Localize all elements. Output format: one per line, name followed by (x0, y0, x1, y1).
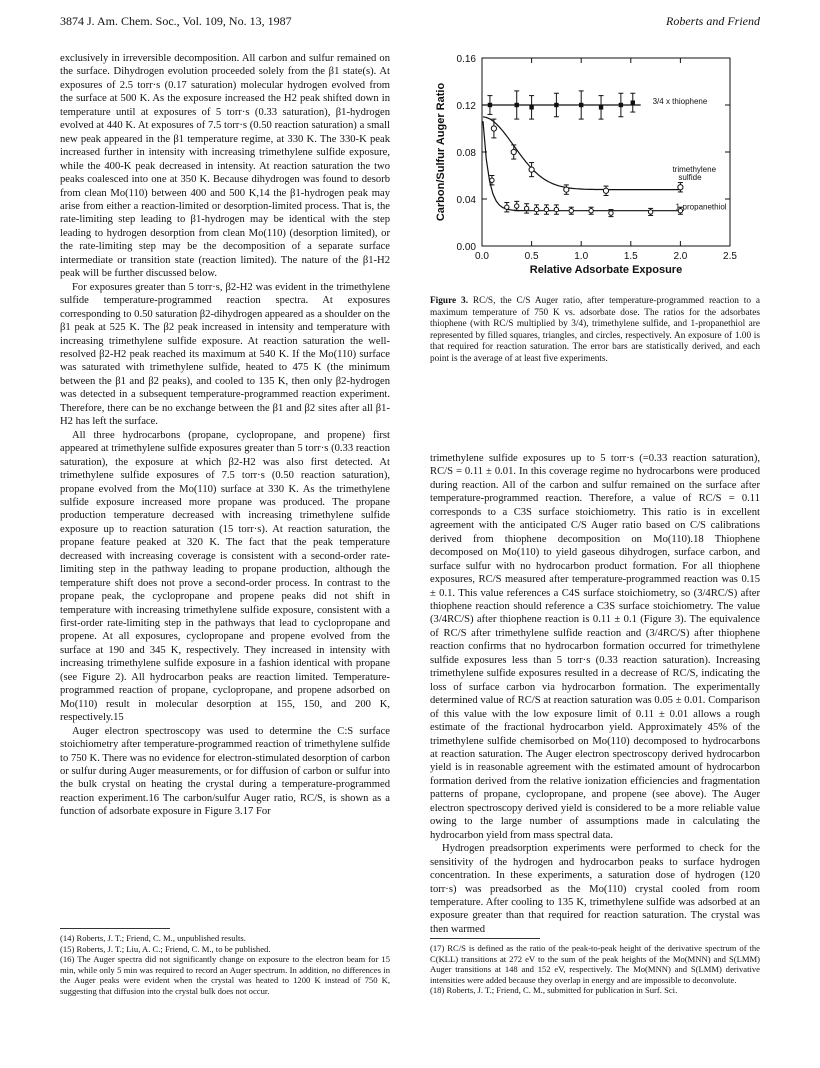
figure-caption (430, 296, 760, 366)
paragraph: Hydrogen preadsorption experiments were performed to check for the sensitivity of the hydrogen and hydrocarbon peaks to surface hydrogen concentration. In these experiments, a saturation dose of hydrogen (120 torr·s) was preadsorbed as the Mo(110) crystal cooled from room temperature. After cooling to 135 K, trimethylene sulfide was adsorbed at an exposure greater than that required for reaction saturation. The crystal was then warmed (430, 843, 760, 935)
annotation-trimethylene: trimethylene (672, 164, 717, 174)
figure-label: Figure 3. (430, 296, 469, 306)
y-tick-label: 0.00 (456, 242, 476, 253)
thiophene-point (488, 103, 492, 107)
propanethiol-point (554, 207, 558, 211)
x-tick-label: 1.0 (574, 251, 589, 262)
chart-svg (420, 46, 765, 296)
propanethiol-point (569, 209, 573, 213)
thiophene-point (554, 103, 558, 107)
footnote: (18) Roberts, J. T.; Friend, C. M., submitted for publication in Surf. Sci. (430, 985, 678, 996)
propanethiol-point (609, 211, 613, 215)
x-tick-label: 0.0 (475, 251, 489, 262)
thiophene-point (515, 103, 519, 107)
thiophene-point (599, 105, 603, 109)
trimethylene-sulfide-point (564, 187, 569, 192)
footnote: (14) Roberts, J. T.; Friend, C. M., unpublished results. (60, 933, 246, 943)
footnote-divider (60, 928, 170, 929)
author-running-head: Roberts and Friend (666, 14, 760, 28)
trimethylene-sulfide-point (491, 126, 496, 131)
propanethiol-point (490, 178, 494, 182)
trimethylene-sulfide-point (678, 185, 683, 190)
trimethylene-sulfide-point (603, 188, 608, 193)
annotation-thiophene: 3/4 x thiophene (652, 96, 708, 106)
footnote: (17) RC/S is defined as the ratio of the peak-to-peak height of the derivative spectrum of the C(KLL) transitions at 272 eV to the sum of the peak heights of the Mo(MNN) and S(LMM) Auger transitions at 148 and 152 eV, respectively. The Mo(MNN) and S(LMM) derivative intensities were added because they overlap in energy and are impossible to deconvolute. (430, 943, 760, 985)
propanethiol-point (544, 207, 548, 211)
x-tick-label: 2.5 (723, 251, 737, 262)
footnote: (15) Roberts, J. T.; Liu, A. C.; Friend, C. M., to be published. (60, 943, 271, 954)
propanethiol-point (505, 205, 509, 209)
footnote-divider (430, 938, 540, 939)
x-axis-label: Relative Adsorbate Exposure (529, 264, 683, 276)
x-tick-label: 2.0 (673, 251, 688, 262)
paragraph: Auger electron spectroscopy was used to determine the C:S surface stoichiometry after temperature-programmed reaction of trimethylene sulfide to 750 K. There was no evidence for electron-stimulated desorption of carbon or sulfur during Auger measurements, or for diffusion of carbon or sulfur into the bulk crystal on heating the crystal during a temperature-programmed reaction experiment.16 The carbon/sulfur Auger ratio, RC/S, is shown as a function of adsorbate exposure in Figure 3.17 For (60, 725, 390, 818)
figure-3-chart (420, 46, 765, 296)
caption-text: RC/S, the C/S Auger ratio, after temperature-programmed reaction to a maximum temperature of 750 K vs. adsorbate dose. The ratios for the adsorbates thiophene (with RC/S multiplied by 3/4), trimethylene sulfide, and 1-propanethiol are represented by filled squares, triangles, and circles, respectively. An exposure of 1.00 is that required for reaction saturation. The error bars are statistically derived, and each point is the average of at least five experiments. (430, 296, 761, 364)
x-tick-label: 1.5 (623, 251, 638, 262)
footnotes-right (430, 943, 760, 996)
left-column (60, 52, 390, 819)
y-tick-label: 0.16 (456, 54, 476, 65)
plot-frame (482, 58, 730, 246)
right-column (430, 452, 760, 936)
y-axis-label: Carbon/Sulfur Auger Ratio (435, 82, 447, 222)
propanethiol-point (589, 209, 593, 213)
thiophene-point (619, 103, 623, 107)
footnotes-left (60, 933, 390, 997)
paragraph: All three hydrocarbons (propane, cyclopropane, and propene) first appeared at trimethylene sulfide exposures greater than 5 torr·s (0.33 reaction saturation), the exposure at which β2-H2 was also first detected. At trimethylene sulfide exposures of 7.5 torr·s (0.50 reaction saturation), propane evolved from the Mo(110) surface at 330 K. As the trimethylene sulfide exposure increased more propane was produced. The propane production temperature decreased with increasing trimethylene sulfide exposure up to reaction saturation (15 torr·s). At reaction saturation, the propane feature peaked at 320 K. The fact that the peak temperature decreased with increasing coverage is consistent with a second-order rate-limiting step in the pathway leading to propane production, although the temperature shift does not prove a second-order process. In contrast to the propane peak, the cyclopropane and propene peaks did not shift in temperature with increasing trimethylene sulfide exposure, consistent with a first-order rate-limiting step in the pathways that lead to cyclopropane and propene. At all exposures, cyclopropane and propene evolved from the surface at 190 and 345 K, respectively. They increased in intensity with increasing trimethylene sulfide exposure in a fashion identical with propane (see Figure 2). All hydrocarbon peaks are reaction limited. Temperature-programmed reaction of propane, cyclopropane, and propene adsorbed on Mo(110) result in molecular desorption at 155, 150, and 200 K, respectively.15 (60, 429, 390, 724)
thiophene-point (631, 100, 635, 104)
propanethiol-point (515, 204, 519, 208)
annotation-sulfide: sulfide (678, 173, 702, 183)
running-header (60, 14, 760, 30)
thiophene-point (529, 105, 533, 109)
y-tick-label: 0.04 (456, 195, 476, 206)
trimethylene-sulfide-point (529, 167, 534, 172)
y-tick-label: 0.12 (456, 101, 476, 112)
y-tick-label: 0.08 (456, 148, 476, 159)
trimethylene-sulfide-point (511, 149, 516, 154)
journal-citation: 3874 J. Am. Chem. Soc., Vol. 109, No. 13, 1987 (60, 14, 292, 28)
annotation-propanethiol: 1-propanethiol (675, 202, 727, 212)
paragraph: For exposures greater than 5 torr·s, β2-H2 was evident in the trimethylene sulfide temperature-programmed reaction spectra. At exposures corresponding to 0.50 saturation β2-dihydrogen appeared as a shoulder on the β1 peak at 525 K. The β2 peak increased in intensity and temperature with increasing trimethylene sulfide exposure. At reaction saturation the well-resolved β2-H2 peak reached its maximum at 540 K. If the Mo(110) surface was saturated with trimethylene sulfide, heated to 475 K (the minimum between the β1 and β2 peaks), and cooled to 135 K, then only β2-hydrogen was detected in a subsequent temperature-programmed reaction experiment. Therefore, there can be no exchange between the β1 and β2 sites after all β1-H2 has left the surface. (60, 281, 390, 428)
propanethiol-point (524, 206, 528, 210)
propanethiol-point (648, 210, 652, 214)
footnote: (16) The Auger spectra did not significantly change on exposure to the electron beam for 15 min, while only 5 min was required to record an Auger spectrum. In addition, no differences in the Auger peaks were evident when the crystal was heated to 1200 K instead of 750 K, suggesting that diffusion into the crystal bulk does not occur. (60, 954, 390, 996)
paragraph: exclusively in irreversible decomposition. All carbon and sulfur remained on the surface. Dihydrogen evolution proceeded solely from the β1 state(s). At exposures of 2.5 torr·s (0.17 saturation) molecular hydrogen evolved from the surface at 500 K. As the exposure increased the H2 peak shifted down in temperature until at exposures of 5 torr·s (0.33 saturation), β1-hydrogen evolved at 440 K. At exposures of 7.5 torr·s (0.50 reaction saturation) a small new peak appeared in the β1 temperature regime, at 330 K. The 330-K peak increased further in intensity with increasing trimethylene sulfide exposure, while the 400-K peak decreased in intensity. At reaction saturation the two peaks coalesced into one at 350 K. Because dihydrogen was found to desorb from clean Mo(110) between 400 and 500 K,14 the β1-hydrogen peak may arise from either a reaction-limited or desorption-limited process. That is, the rate-limiting step leading to β1-hydrogen may be identical with the step leading to hydrogen desorption from clean Mo(110) (desorption limited), or the rate-limiting step may be the decomposition of a separate surface intermediate or transition state (reaction limited). The nature of the β1-H2 peak will be further discussed below. (60, 53, 390, 280)
paragraph: trimethylene sulfide exposures up to 5 torr·s (=0.33 reaction saturation), RC/S = 0.11 ± 0.01. In this coverage regime no hydrocarbons were produced during reaction. All of the carbon and sulfur remained on the surface after temperature-programmed reaction. Therefore, a value of RC/S = 0.11 corresponds to a C3S surface stoichiometry. This ratio is in excellent agreement with the anticipated C/S Auger ratio based on C/S calibrations derived from thiophene decomposition on Mo(110).18 Thiophene decomposed on Mo(110) to yield gaseous dihydrogen, surface carbon, and surface sulfur with no hydrocarbon product formation. For all thiophene exposures, RC/S measured after temperature-programmed reaction was 0.15 ± 0.1. This value references a C4S surface stoichiometry, so (3/4RC/S) after thiophene reaction should reference a C3S surface stoichiometry. The value (3/4RC/S) after thiophene reaction is 0.11 ± 0.1 (Figure 3). The equivalence of RC/S after trimethylene sulfide reaction and (3/4RC/S) after thiophene reaction confirms that no hydrocarbon formation occurred for trimethylene sulfide exposures less than 5 torr·s (0.33 reaction saturation). Increasing trimethylene sulfide exposures resulted in a decrease of RC/S, indicating the loss of surface carbon via hydrocarbon formation. The experimentally determined value of RC/S at reaction saturation was 0.05 ± 0.01. Comparison of this value with the low exposure limit of 0.11 ± 0.01 allows a rough estimate of the fractional hydrocarbon yield. Approximately 45% of the trimethylene sulfide chemisorbed on Mo(110) decomposed to hydrocarbons at reaction saturation. The Auger electron spectroscopy derived hydrocarbon yield is in reasonable agreement with the estimated amount of hydrocarbon formation derived from the relative ionization efficiencies and fragmentation patterns of propane, cyclopropane, and propene (see above). The Auger electron spectroscopy derived yield is considered to be a more reliable value owing to the large number of assumptions made in calculating the hydrocarbon yield from mass spectral data. (430, 453, 760, 841)
propanethiol-fit-curve (483, 121, 681, 211)
propanethiol-point (534, 207, 538, 211)
thiophene-point (579, 103, 583, 107)
x-tick-label: 0.5 (524, 251, 539, 262)
